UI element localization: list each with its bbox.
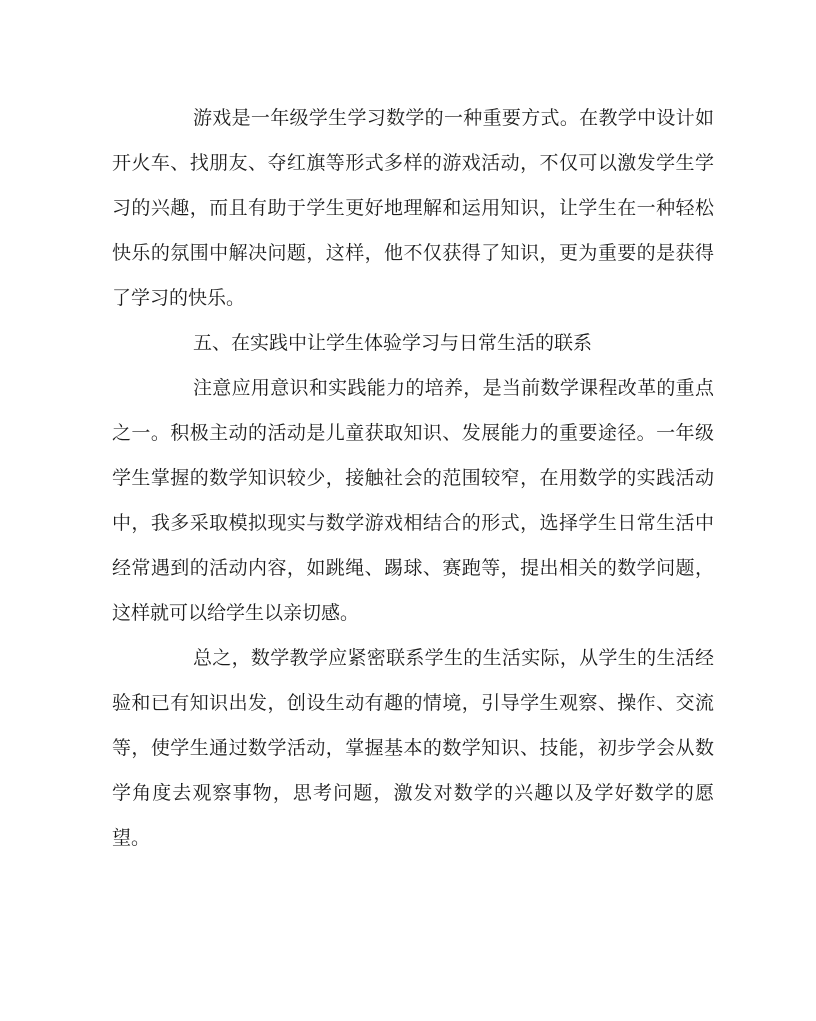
paragraph-practice: 注意应用意识和实践能力的培养，是当前数学课程改革的重点之一。积极主动的活动是儿童获取知识、发展能力的重要途径。一年级学生掌握的数学知识较少，接触社会的范围较窄，在用数学的实践活动中，我多采取模拟现实与数学游戏相结合的形式，选择学生日常生活中经常遇到的活动内容，如跳绳、踢球、赛跑等，提出相关的数学问题，这样就可以给学生以亲切感。 — [112, 377, 714, 624]
paragraph-games: 游戏是一年级学生学习数学的一种重要方式。在教学中设计如开火车、找朋友、夺红旗等形式多样的游戏活动，不仅可以激发学生学习的兴趣，而且有助于学生更好地理解和运用知识，让学生在一种轻松快乐的氛围中解决问题，这样，他不仅获得了知识，更为重要的是获得了学习的快乐。 — [112, 107, 714, 309]
document-body — [112, 96, 714, 861]
section-heading-5: 五、在实践中让学生体验学习与日常生活的联系 — [193, 332, 593, 354]
paragraph-conclusion: 总之，数学教学应紧密联系学生的生活实际，从学生的生活经验和已有知识出发，创设生动有趣的情境，引导学生观察、操作、交流等，使学生通过数学活动，掌握基本的数学知识、技能，初步学会从数学角度去观察事物，思考问题，激发对数学的兴趣以及学好数学的愿望。 — [112, 647, 714, 849]
